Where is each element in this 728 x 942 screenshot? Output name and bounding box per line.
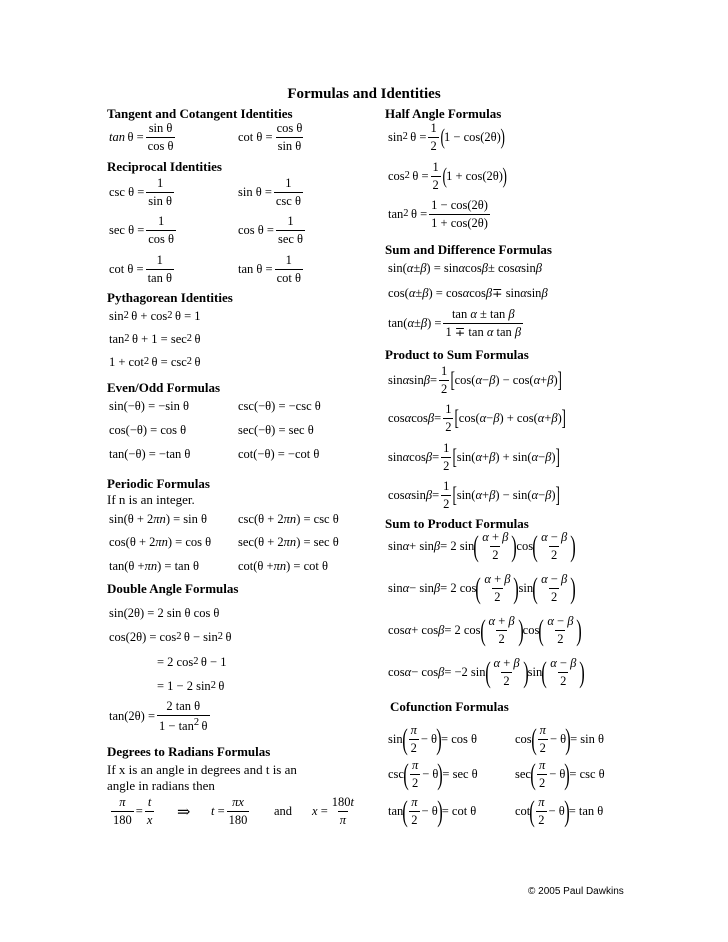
formula-pythag-3: 1 + cot 2 θ = csc 2 θ <box>109 355 201 369</box>
formula-cos-periodic: cos(θ + 2 πn ) = cos θ <box>109 535 212 549</box>
formula-cos-sum: cos( α ± β ) = cos α cos β ∓ sin α sin β <box>388 286 548 300</box>
heading-sum-to-product: Sum to Product Formulas <box>385 516 529 531</box>
formula-sin-sum: sin( α ± β ) = sin α cos β ± cos α sin β <box>388 261 542 275</box>
heading-product-to-sum: Product to Sum Formulas <box>385 347 529 362</box>
implies-arrow: ⇒ <box>177 804 191 821</box>
formula-sec-reciprocal: sec θ = $\frac{1}{\text{cos θ}}$ <box>109 214 175 246</box>
formula-cofunction-cos: cos ( $\frac{\pi}{2}$ − θ ) = sin θ <box>515 722 604 756</box>
copyright-notice: © 2005 Paul Dawkins <box>528 886 624 897</box>
formula-sec-periodic: sec(θ + 2 πn ) = sec θ <box>238 535 339 549</box>
heading-sum-difference: Sum and Difference Formulas <box>385 242 552 257</box>
formula-cot-odd: cot(−θ) = −cot θ <box>238 447 320 461</box>
formula-tan-half: tan 2 θ = $\frac{1 - \cos(2\theta)}{1 + \cos(2\theta)}$ <box>388 198 488 230</box>
formula-sin-sin-product: sin α sin β = $\frac{1}{2}$ [ cos( α − β ) − cos( α + β ) ] <box>388 364 562 396</box>
formula-cos-minus-cos: cos α − cos β = −2 sin ( $\frac{\alpha + \beta}{2}$ ) sin ( $\frac{\alpha - \beta}{2}$ ) <box>388 655 586 689</box>
formula-cos-double-1: cos(2θ) = cos 2 θ − sin 2 θ <box>109 630 232 644</box>
formula-cos-half: cos 2 θ = $\frac{1}{2}$ ( 1 + cos(2θ) ) <box>388 160 507 192</box>
formula-sec-even: sec(−θ) = sec θ <box>238 423 314 437</box>
formula-csc-periodic: csc(θ + 2 πn ) = csc θ <box>238 512 339 526</box>
formula-sin-half: sin 2 θ = $\frac{1}{2}$ ( 1 − cos(2θ) ) <box>388 121 505 153</box>
formula-t-from-x: t = $\frac{\pi x}{180}$ <box>211 795 248 827</box>
formula-csc-reciprocal: csc θ = $\frac{1}{\text{sin θ}}$ <box>109 176 172 208</box>
heading-deg-rad: Degrees to Radians Formulas <box>107 744 271 759</box>
deg-rad-text-1: If x is an angle in degrees and t is an <box>107 762 297 777</box>
heading-half-angle: Half Angle Formulas <box>385 106 502 121</box>
periodic-note: If n is an integer. <box>107 492 195 507</box>
heading-double-angle: Double Angle Formulas <box>107 581 239 596</box>
formula-pythag-1: sin 2 θ + cos 2 θ = 1 <box>109 309 201 323</box>
heading-pythagorean: Pythagorean Identities <box>107 290 233 305</box>
formula-sin-odd: sin(−θ) = −sin θ <box>109 399 189 413</box>
formula-sin-plus-sin: sin α + sin β = 2 sin ( $\frac{\alpha + \beta}{2}$ ) cos ( $\frac{\alpha - \beta}{2}$ ) <box>388 529 576 563</box>
formula-cot-quotient: cot θ = $\frac{\text{cos θ}}{\text{sin θ}}$ <box>238 121 303 153</box>
heading-even-odd: Even/Odd Formulas <box>107 380 221 395</box>
page-title: Formulas and Identities <box>287 86 441 102</box>
heading-tangent-cotangent: Tangent and Cotangent Identities <box>107 106 293 121</box>
formula-sin-periodic: sin(θ + 2 πn ) = sin θ <box>109 512 207 526</box>
formula-cofunction-tan: tan ( $\frac{\pi}{2}$ − θ ) = cot θ <box>388 794 477 828</box>
formula-tan-quotient: tan θ = $\frac{\text{sin θ}}{\text{cos θ}}$ <box>109 121 174 153</box>
heading-periodic: Periodic Formulas <box>107 476 210 491</box>
formula-sin-reciprocal: sin θ = $\frac{1}{\text{csc θ}}$ <box>238 176 301 208</box>
formula-x-from-t: x = $\frac{180t}{\pi}$ <box>312 795 354 827</box>
and-word: and <box>274 804 293 818</box>
formula-cofunction-csc: csc ( $\frac{\pi}{2}$ − θ ) = sec θ <box>388 757 478 791</box>
formula-csc-odd: csc(−θ) = −csc θ <box>238 399 321 413</box>
deg-rad-text-2: angle in radians then <box>107 778 215 793</box>
formula-tan-double: tan(2θ) = $\frac{\text{2 tan θ}}{1 - \tan^2 \theta}$ <box>109 699 208 733</box>
formula-cofunction-sec: sec ( $\frac{\pi}{2}$ − θ ) = csc θ <box>515 757 605 791</box>
heading-reciprocal: Reciprocal Identities <box>107 159 222 174</box>
formula-cot-reciprocal: cot θ = $\frac{1}{\text{tan θ}}$ <box>109 253 172 285</box>
formula-cos-double-2: = 2 cos 2 θ − 1 <box>157 655 227 669</box>
formula-sin-cos-product: sin α cos β = $\frac{1}{2}$ [ sin( α + β ) + sin( α − β ) ] <box>388 441 560 473</box>
formula-tan-odd: tan(−θ) = −tan θ <box>109 447 191 461</box>
formula-cos-even: cos(−θ) = cos θ <box>109 423 187 437</box>
formula-sin-double: sin(2θ) = 2 sin θ cos θ <box>109 606 220 620</box>
formula-sin-minus-sin: sin α − sin β = 2 cos ( $\frac{\alpha + \beta}{2}$ ) sin ( $\frac{\alpha - \beta}{2}$ ) <box>388 571 576 605</box>
formula-cos-sin-product: cos α sin β = $\frac{1}{2}$ [ sin( α + β ) − sin( α − β ) ] <box>388 479 560 511</box>
formula-tan-sum: tan( α ± β ) = $\frac{\text{tan α ± tan β}}{\text{1 ∓ tan α tan β}}$ <box>388 307 522 339</box>
formula-cos-plus-cos: cos α + cos β = 2 cos ( $\frac{\alpha + \beta}{2}$ ) cos ( $\frac{\alpha - \beta}{2}$ ) <box>388 613 583 647</box>
formula-cos-reciprocal: cos θ = $\frac{1}{\text{sec θ}}$ <box>238 214 304 246</box>
formula-cos-double-3: = 1 − 2 sin 2 θ <box>157 679 225 693</box>
formula-cos-cos-product: cos α cos β = $\frac{1}{2}$ [ cos( α − β ) + cos( α + β ) ] <box>388 402 566 434</box>
formula-deg-rad-ratio: $\frac{\pi}{180}$ = $\frac{t}{x}$ <box>113 795 153 827</box>
formula-tan-periodic: tan(θ + πn ) = tan θ <box>109 559 199 573</box>
heading-cofunction: Cofunction Formulas <box>390 699 509 714</box>
formula-cot-periodic: cot(θ + πn ) = cot θ <box>238 559 328 573</box>
formula-cofunction-cot: cot ( $\frac{\pi}{2}$ − θ ) = tan θ <box>515 794 604 828</box>
formula-tan-reciprocal: tan θ = $\frac{1}{\text{cot θ}}$ <box>238 253 301 285</box>
formula-pythag-2: tan 2 θ + 1 = sec 2 θ <box>109 332 201 346</box>
formula-cofunction-sin: sin ( $\frac{\pi}{2}$ − θ ) = cos θ <box>388 722 477 756</box>
